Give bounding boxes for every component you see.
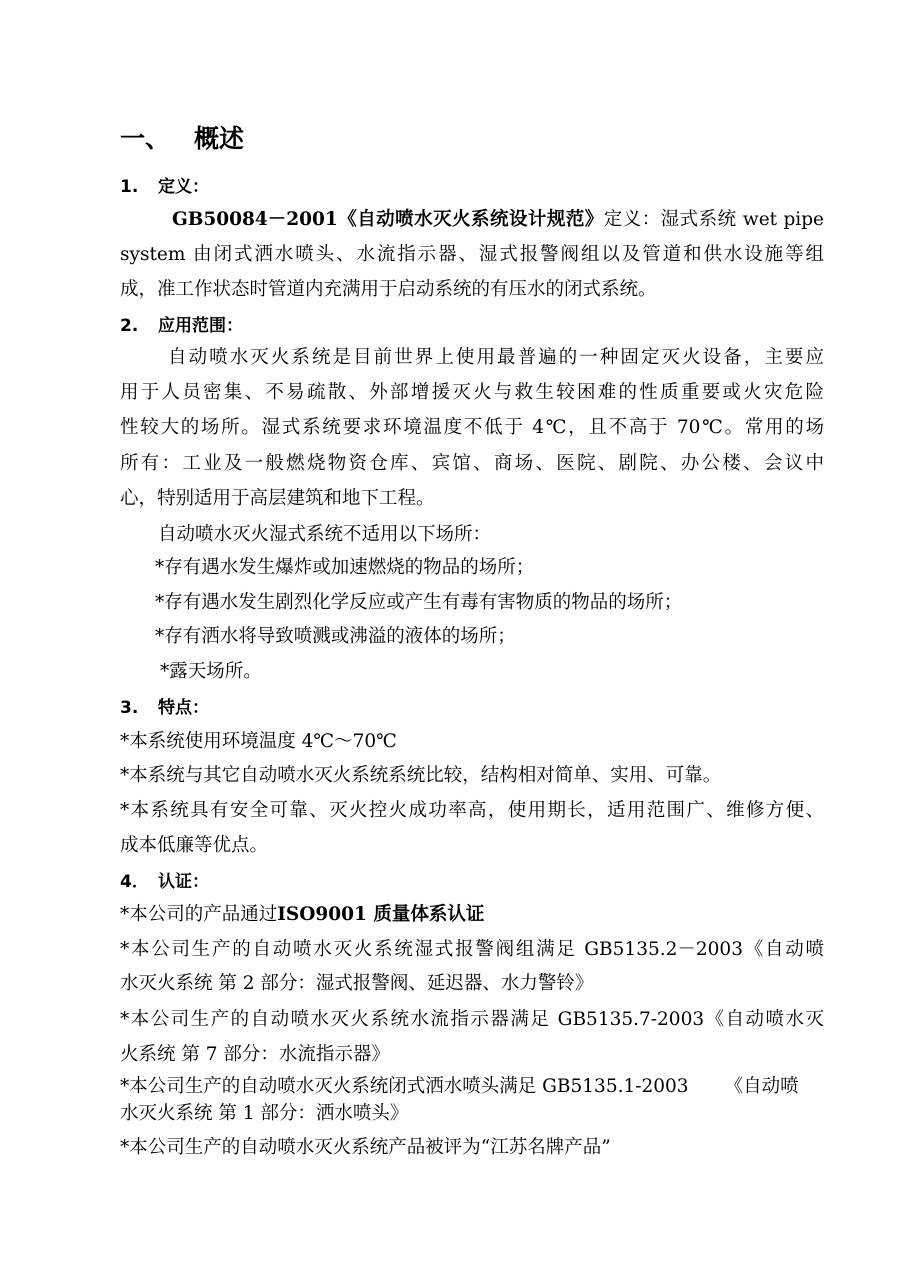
not-applicable-item-4: *露天场所。 <box>160 661 262 682</box>
definition-line-3: 成，准工作状态时管道内充满用于启动系统的有压水的闭式系统。 <box>120 279 657 300</box>
page-title <box>120 122 244 156</box>
section-heading-certification: 4． 认证： <box>120 872 209 892</box>
feature-item-3-cont: 成本低廉等优点。 <box>120 835 269 856</box>
feature-item-3: *本系统具有安全可靠、灭火控火成功率高，使用期长，适用范围广、维修方便、 <box>120 800 824 821</box>
section-heading-scope: 2. 应用范围： <box>120 316 243 336</box>
title-text: 概述 <box>194 124 245 153</box>
cert-alarm-valve-cont: 水灭火系统 第 2 部分：湿式报警阀、延迟器、水力警铃》 <box>120 973 594 994</box>
scope-line-3: 性较大的场所。湿式系统要求环境温度不低于 4℃，且不高于 70℃。常用的场 <box>120 417 824 438</box>
title-number: 一、 <box>120 124 171 153</box>
not-applicable-item-2: *存有遇水发生剧烈化学反应或产生有毒有害物质的物品的场所； <box>155 592 683 613</box>
cert-flow-indicator-cont: 火系统 第 7 部分：水流指示器》 <box>120 1044 390 1065</box>
cert-brand: *本公司生产的自动喷水灭火系统产品被评为“江苏名牌产品” <box>120 1137 611 1158</box>
cert-sprinkler-cont: 水灭火系统 第 1 部分：洒水喷头》 <box>120 1103 409 1124</box>
cert-iso: *本公司的产品通过ISO9001 质量体系认证 <box>120 904 485 925</box>
definition-line-2: system 由闭式洒水喷头、水流指示器、湿式报警阀组以及管道和供水设施等组 <box>120 244 824 265</box>
scope-line-4: 所有：工业及一般燃烧物资仓库、宾馆、商场、医院、剧院、办公楼、会议中 <box>120 453 824 474</box>
standard-reference: GB50084－2001《自动喷水灭火系统设计规范》 <box>172 209 604 230</box>
cert-alarm-valve: *本公司生产的自动喷水灭火系统湿式报警阀组满足 GB5135.2－2003《自动喷 <box>120 939 824 960</box>
section-heading-definition: 1. 定义： <box>120 177 209 197</box>
scope-line-5: 心，特别适用于高层建筑和地下工程。 <box>120 488 435 509</box>
feature-item-2: *本系统与其它自动喷水灭火系统系统比较，结构相对简单、实用、可靠。 <box>120 765 722 786</box>
not-applicable-item-1: *存有遇水发生爆炸或加速燃烧的物品的场所； <box>155 557 535 578</box>
scope-line-2: 用于人员密集、不易疏散、外部增援灭火与救生较困难的性质重要或火灾危险 <box>120 382 824 403</box>
scope-line-1: 自动喷水灭火系统是目前世界上使用最普遍的一种固定灭火设备，主要应 <box>168 347 824 368</box>
section-heading-features: 3. 特点： <box>120 698 209 718</box>
feature-item-1: *本系统使用环境温度 4℃～70℃ <box>120 731 397 752</box>
not-applicable-intro: 自动喷水灭火湿式系统不适用以下场所： <box>158 524 492 545</box>
iso-certification-bold: ISO9001 质量体系认证 <box>277 904 485 925</box>
cert-sprinkler: *本公司生产的自动喷水灭火系统闭式洒水喷头满足 GB5135.1-2003 《自动喷 <box>120 1076 799 1097</box>
definition-line-1: GB50084－2001《自动喷水灭火系统设计规范》定义：湿式系统 wet pipe <box>172 209 825 230</box>
not-applicable-item-3: *存有洒水将导致喷溅或沸溢的液体的场所； <box>155 626 516 647</box>
cert-flow-indicator: *本公司生产的自动喷水灭火系统水流指示器满足 GB5135.7-2003《自动喷水灭 <box>120 1009 824 1030</box>
